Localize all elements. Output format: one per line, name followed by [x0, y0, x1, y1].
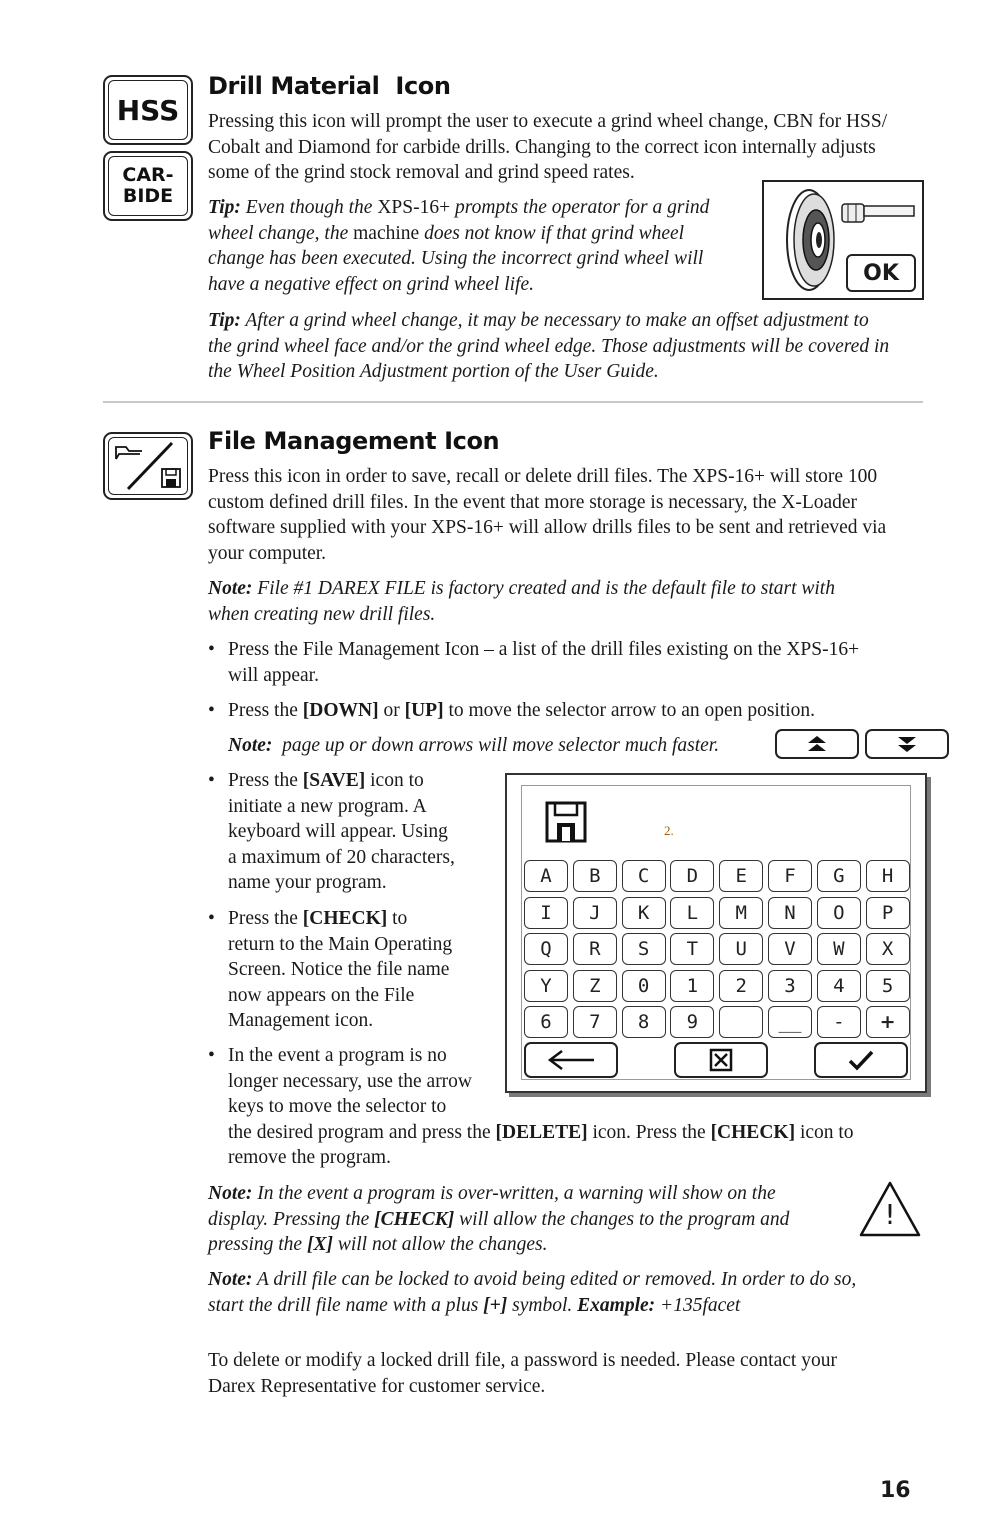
- bullet-text: name your program.: [228, 872, 387, 894]
- x-key-label: [X]: [306, 1234, 333, 1256]
- keyboard-key[interactable]: W: [817, 933, 861, 965]
- tip2-text: After a grind wheel change, it may be necessary to make an offset adjustment to: [240, 310, 869, 331]
- keyboard-key[interactable]: U: [719, 933, 763, 965]
- keyboard-key[interactable]: L: [670, 897, 714, 929]
- bullet-item: [208, 768, 455, 896]
- final-para-line: Darex Representative for customer service.: [208, 1375, 546, 1397]
- file-para-line: Press this icon in order to save, recall or delete drill files. The XPS-16+ will store 100: [208, 466, 878, 487]
- keyboard-key[interactable]: H: [866, 860, 910, 892]
- note2-label: Note:: [228, 735, 273, 756]
- keyboard-key[interactable]: X: [866, 933, 910, 965]
- keyboard-key[interactable]: 0: [622, 970, 666, 1002]
- drill-para: [208, 109, 887, 186]
- bullet-text: Screen. Notice the file name: [228, 959, 450, 981]
- carbide-icon: [103, 151, 193, 221]
- bullet-item: [208, 698, 815, 724]
- note1-label: Note:: [208, 578, 253, 599]
- check-key-label: [CHECK]: [374, 1208, 455, 1230]
- folder-save-icon: [110, 439, 186, 493]
- bullet-text: the desired program and press the: [228, 1121, 496, 1143]
- tip1-text: change has been executed. Using the incorrect grind wheel will: [208, 248, 704, 270]
- bullet-dot: •: [208, 639, 215, 660]
- bullet-dot: •: [208, 700, 215, 721]
- note3-label: Note:: [208, 1183, 253, 1204]
- delete-key-label: [DELETE]: [495, 1121, 588, 1143]
- bullet-text: or: [378, 700, 405, 721]
- keyboard-key[interactable]: K: [622, 897, 666, 929]
- keyboard-key[interactable]: +: [866, 1006, 910, 1038]
- tip1-text: prompts the operator for a grind: [450, 197, 710, 218]
- keyboard-key[interactable]: 9: [670, 1006, 714, 1038]
- bullet-item: [208, 637, 859, 688]
- up-key-label: [UP]: [404, 700, 444, 721]
- tip1-label: Tip:: [208, 197, 241, 218]
- section-divider: [103, 401, 923, 403]
- keyboard-key[interactable]: G: [817, 860, 861, 892]
- keyboard-screen: [505, 773, 927, 1093]
- drill-para-line: Pressing this icon will prompt the user to execute a grind wheel change, CBN for HSS/: [208, 111, 888, 132]
- keyboard-key[interactable]: Z: [573, 970, 617, 1002]
- bullet-item: [208, 906, 452, 1034]
- keyboard-key[interactable]: Y: [524, 970, 568, 1002]
- bullet-dot: •: [208, 908, 215, 929]
- page-up-button[interactable]: [775, 729, 859, 759]
- keyboard-key[interactable]: 1: [670, 970, 714, 1002]
- keyboard-key[interactable]: O: [817, 897, 861, 929]
- keyboard-key[interactable]: Q: [524, 933, 568, 965]
- keyboard-key[interactable]: D: [670, 860, 714, 892]
- ok-button[interactable]: [846, 254, 916, 292]
- file-para-line: custom defined drill files. In the event that more storage is necessary, the X-Loader: [208, 491, 858, 513]
- bullet-text: keys to move the selector to: [228, 1096, 447, 1118]
- keyboard-key[interactable]: T: [670, 933, 714, 965]
- down-key-label: [DOWN]: [302, 700, 379, 721]
- bullet-dot: •: [208, 1045, 215, 1066]
- bullet-dot: •: [208, 770, 215, 791]
- save-disk-icon[interactable]: [545, 801, 587, 843]
- note3-text: will not allow the changes.: [332, 1234, 548, 1256]
- file-management-heading: File Management Icon: [208, 427, 500, 455]
- keyboard-key[interactable]: 8: [622, 1006, 666, 1038]
- keyboard-key[interactable]: S: [622, 933, 666, 965]
- final-para: [208, 1348, 837, 1399]
- keyboard-key[interactable]: R: [573, 933, 617, 965]
- keyboard-key[interactable]: [719, 1006, 763, 1038]
- drill-para-line: some of the grind stock removal and grind speed rates.: [208, 162, 635, 184]
- tip1-text: have a negative effect on grind wheel life.: [208, 273, 534, 295]
- note4-text: A drill file can be locked to avoid being edited or removed. In order to do so,: [252, 1269, 857, 1290]
- check-key-label: [CHECK]: [302, 908, 388, 929]
- tip2-text: the grind wheel face and/or the grind wheel edge. Those adjustments will be covered in: [208, 335, 890, 357]
- page-down-icon: [896, 735, 918, 753]
- bullet-text: return to the Main Operating: [228, 933, 453, 955]
- bullet-text: remove the program.: [228, 1147, 391, 1169]
- bullet-text: to: [387, 908, 408, 929]
- keyboard-key[interactable]: A: [524, 860, 568, 892]
- keyboard-key[interactable]: C: [622, 860, 666, 892]
- note3-text: In the event a program is over-written, a warning will show on the: [252, 1183, 776, 1204]
- keyboard-panel: [521, 785, 911, 1080]
- bullet-text: Management icon.: [228, 1010, 374, 1032]
- hss-icon: [103, 75, 193, 145]
- note3: [208, 1181, 789, 1258]
- hss-label: HSS: [116, 93, 180, 127]
- keyboard-key[interactable]: 5: [866, 970, 910, 1002]
- carbide-label-line1: CAR-: [122, 164, 174, 186]
- file-para-line: software supplied with your XPS-16+ will allow drills files to be sent and retrieved via: [208, 517, 887, 539]
- tip2-label: Tip:: [208, 310, 241, 331]
- keyboard-key[interactable]: J: [573, 897, 617, 929]
- drill-para-line: Cobalt and Diamond for carbide drills. Changing to the correct icon internally adjusts: [208, 136, 876, 158]
- bullet-text: icon to: [365, 770, 424, 791]
- tip1-text: does not know if that grind wheel: [419, 222, 685, 244]
- tip1-product: XPS-16+: [377, 197, 451, 218]
- final-para-line: To delete or modify a locked drill file, a password is needed. Please contact your: [208, 1350, 837, 1371]
- tip2-text: the Wheel Position Adjustment portion of the User Guide.: [208, 361, 659, 383]
- bullet-text: Press the: [228, 770, 303, 791]
- keyboard-key[interactable]: M: [719, 897, 763, 929]
- keyboard-key[interactable]: N: [768, 897, 812, 929]
- example-label: Example:: [577, 1294, 656, 1316]
- grind-wheel-change-image: [762, 180, 924, 300]
- warning-symbol: !: [884, 1198, 896, 1231]
- bullet-text: icon to: [795, 1121, 854, 1143]
- keyboard-key[interactable]: 6: [524, 1006, 568, 1038]
- note2: [228, 733, 719, 759]
- bullet-text: Press the: [228, 908, 303, 929]
- note1: [208, 576, 835, 627]
- file-para: [208, 464, 886, 566]
- keyboard-key[interactable]: __: [768, 1006, 812, 1038]
- bullet-text: icon. Press the: [587, 1121, 711, 1143]
- file-name-field[interactable]: 2.: [664, 823, 674, 838]
- bullet-text: initiate a new program. A: [228, 795, 427, 817]
- keyboard-key[interactable]: 2: [719, 970, 763, 1002]
- plus-symbol-label: [+]: [483, 1294, 508, 1316]
- note4-text: symbol.: [507, 1294, 578, 1316]
- bullet-text: Press the File Management Icon – a list of the drill files existing on the XPS-16+: [228, 639, 860, 660]
- keyboard-key[interactable]: 7: [573, 1006, 617, 1038]
- drill-material-heading: Drill Material Icon: [208, 72, 451, 100]
- keyboard-key[interactable]: 3: [768, 970, 812, 1002]
- tip1: [208, 195, 709, 297]
- keyboard-key[interactable]: P: [866, 897, 910, 929]
- page-up-icon: [806, 735, 828, 753]
- carbide-label-line2: BIDE: [122, 185, 174, 207]
- bullet-text: In the event a program is no: [228, 1045, 447, 1066]
- x-box-icon: [709, 1048, 733, 1072]
- keyboard-key[interactable]: -: [817, 1006, 861, 1038]
- keyboard-key[interactable]: E: [719, 860, 763, 892]
- tip2: [208, 308, 889, 385]
- note4-text: +135facet: [655, 1294, 741, 1316]
- note4-label: Note:: [208, 1269, 253, 1290]
- note3-text: display. Pressing the: [208, 1208, 375, 1230]
- note3-text: will allow the changes to the program and: [454, 1208, 790, 1230]
- page-down-button[interactable]: [865, 729, 949, 759]
- bullet-text: keyboard will appear. Using: [228, 821, 448, 843]
- warning-icon: [858, 1180, 922, 1238]
- tip1-machine: machine: [353, 222, 420, 244]
- keyboard-key[interactable]: I: [524, 897, 568, 929]
- bullet-text: Press the: [228, 700, 303, 721]
- checkmark-icon: [847, 1049, 875, 1071]
- check-button[interactable]: [814, 1042, 908, 1078]
- keyboard-key[interactable]: V: [768, 933, 812, 965]
- keyboard-key[interactable]: F: [768, 860, 812, 892]
- keyboard-key[interactable]: 4: [817, 970, 861, 1002]
- save-key-label: [SAVE]: [302, 770, 366, 791]
- note4: [208, 1267, 856, 1318]
- bullet-text: to move the selector arrow to an open position.: [443, 700, 816, 721]
- note4-text: start the drill file name with a plus: [208, 1294, 484, 1316]
- note1-text: when creating new drill files.: [208, 603, 436, 625]
- bullet-text: longer necessary, use the arrow: [228, 1070, 473, 1092]
- note3-text: pressing the: [208, 1234, 307, 1256]
- ok-label: OK: [863, 260, 899, 286]
- back-arrow-icon: [546, 1049, 596, 1071]
- file-para-line: your computer.: [208, 542, 327, 564]
- bullet-text: a maximum of 20 characters,: [228, 846, 455, 868]
- page-number: 16: [880, 1478, 911, 1503]
- delete-x-button[interactable]: [674, 1042, 768, 1078]
- backspace-button[interactable]: [524, 1042, 618, 1078]
- note1-text: File #1 DAREX FILE is factory created and is the default file to start with: [252, 578, 835, 599]
- bullet-text: will appear.: [228, 664, 319, 686]
- check-key-label: [CHECK]: [710, 1121, 796, 1143]
- keyboard-key[interactable]: B: [573, 860, 617, 892]
- tip1-text: Even though the: [240, 197, 378, 218]
- file-management-icon: [103, 432, 193, 500]
- tip1-text: wheel change, the: [208, 222, 354, 244]
- note2-text: page up or down arrows will move selector much faster.: [272, 735, 720, 756]
- bullet-text: now appears on the File: [228, 984, 415, 1006]
